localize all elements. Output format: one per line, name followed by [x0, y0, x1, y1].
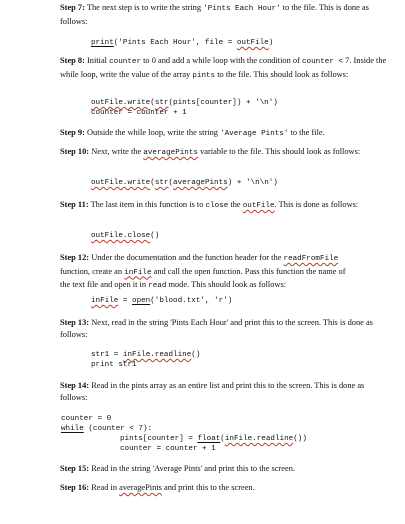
step-11-code: outFile.close(): [91, 232, 160, 240]
step-8-label: Step 8:: [60, 56, 85, 65]
step-15-text: Step 15: Read in the string 'Average Pints' and print this to the screen.: [60, 464, 296, 473]
step-15-label: Step 15:: [60, 464, 90, 473]
step-14-code-increment: counter = counter + 1: [120, 445, 216, 453]
step-13-text: Step 13: Next, read in the string 'Pints Each Hour' and print this to the screen. This is done as follows:: [60, 318, 373, 339]
step-7-code: print('Pints Each Hour', file = outFile): [91, 39, 274, 47]
step-11-label: Step 11:: [60, 200, 89, 209]
step-10-label: Step 10:: [60, 147, 90, 156]
step-12-label: Step 12:: [60, 253, 90, 262]
step-16-text: Step 16: Read in averagePints and print this to the screen.: [60, 483, 255, 492]
step-12-code: inFile = open('blood.txt', 'r'): [91, 297, 233, 305]
step-10-text: Step 10: Next, write the averagePints variable to the file. This should look as follows:: [60, 147, 361, 157]
step-16-label: Step 16:: [60, 483, 90, 492]
step-13-code-readline: str1 = inFile.readline(): [91, 351, 201, 359]
step-12-text: Step 12: Under the documentation and the function header for the readFromFile function, create an inFile and call the open function. Pass this function the name of the text file and open it in read mode. This should look as follows:: [60, 253, 346, 290]
step-9-text: Step 9: Outside the while loop, write the string 'Average Pints' to the file.: [60, 128, 325, 138]
step-7-text: Step 7: The next step is to write the string 'Pints Each Hour' to the file. This is done as follows:: [60, 3, 369, 26]
step-10-code: outFile.write(str(averagePints) + '\n\n'): [91, 179, 278, 187]
step-8-code-write: outFile.write(str(pints[counter]) + '\n'): [91, 99, 278, 107]
step-14-code-init: counter = 0: [61, 415, 112, 423]
step-13-code-print: print str1: [91, 361, 137, 369]
step-9-label: Step 9:: [60, 128, 85, 137]
step-8-text: Step 8: Initial counter to 0 and add a while loop with the condition of counter < 7. Inside the while loop, write the value of the array pints to the file. This should look as follows:: [60, 56, 387, 80]
step-14-label: Step 14:: [60, 381, 90, 390]
step-11-text: Step 11: The last item in this function is to close the outFile. This is done as follows:: [60, 200, 359, 210]
step-8-code-increment: counter = counter + 1: [91, 109, 187, 117]
step-14-text: Step 14: Read in the pints array as an entire list and print this to the screen. This is done as follows:: [60, 381, 365, 402]
step-14-code-while: while (counter < 7):: [61, 425, 153, 433]
step-14-code-assign: pints[counter] = float(inFile.readline()): [120, 435, 307, 443]
step-7-label: Step 7:: [60, 3, 85, 12]
step-13-label: Step 13:: [60, 318, 90, 327]
